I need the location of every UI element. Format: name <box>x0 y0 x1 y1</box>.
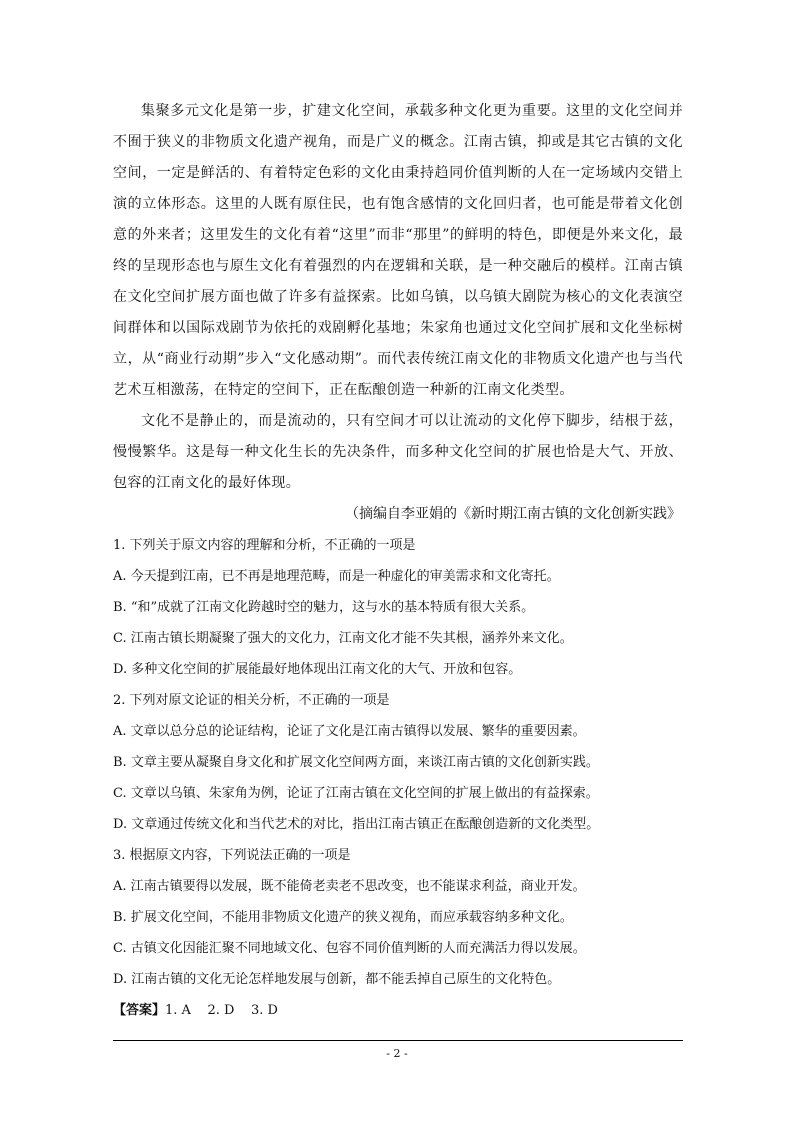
question-option: D. 江南古镇的文化无论怎样地发展与创新，都不能丢掉自己原生的文化特色。 <box>113 972 561 987</box>
answer-text: 1. A 2. D 3. D <box>165 1003 278 1018</box>
passage-source: （摘编自李亚娟的《新时期江南古镇的文化创新实践》 <box>345 506 681 522</box>
question-2 <box>113 685 683 840</box>
question-option: D. 多种文化空间的扩展能最好地体现出江南文化的大气、开放和包容。 <box>113 662 522 677</box>
question-option: B. “和”成就了江南文化跨越时空的魅力，这与水的基本特质有很大关系。 <box>113 600 535 615</box>
footer-divider <box>113 1040 683 1041</box>
question-stem: 3. 根据原文内容，下列说法正确的一项是 <box>113 848 351 863</box>
document-body <box>113 96 683 1026</box>
question-3 <box>113 840 683 995</box>
passage-paragraph-2: 文化不是静止的，而是流动的，只有空间才可以让流动的文化停下脚步，结根于兹，慢慢繁华。这是每一种文化生长的先决条件，而多种文化空间的扩展也恰是大气、开放、包容的江南文化的最好体现。 <box>113 413 683 491</box>
answer-label: 【答案】 <box>113 1003 166 1018</box>
question-option: C. 文章以乌镇、朱家角为例，论证了江南古镇在文化空间的扩展上做出的有益探索。 <box>113 786 599 801</box>
question-stem: 2. 下列对原文论证的相关分析，不正确的一项是 <box>113 693 390 708</box>
question-option: B. 扩展文化空间，不能用非物质文化遗产的狭义视角，而应承载容纳多种文化。 <box>113 910 573 925</box>
question-option: A. 江南古镇要得以发展，既不能倚老卖老不思改变，也不能谋求利益，商业开发。 <box>113 879 586 894</box>
question-option: D. 文章通过传统文化和当代艺术的对比，指出江南古镇正在酝酿创造新的文化类型。 <box>113 817 600 832</box>
page-number: - 2 - <box>386 1047 408 1060</box>
question-option: A. 文章以总分总的论证结构，论证了文化是江南古镇得以发展、繁华的重要因素。 <box>113 724 586 739</box>
question-stem: 1. 下列关于原文内容的理解和分析，不正确的一项是 <box>113 538 416 553</box>
question-option: C. 江南古镇长期凝聚了强大的文化力，江南文化才能不失其根，涵养外来文化。 <box>113 631 573 646</box>
question-option: B. 文章主要从凝聚自身文化和扩展文化空间两方面，来谈江南古镇的文化创新实践。 <box>113 755 599 770</box>
question-option: A. 今天提到江南，已不再是地理范畴，而是一种虚化的审美需求和文化寄托。 <box>113 569 560 584</box>
answer-line <box>113 995 683 1026</box>
question-option: C. 古镇文化因能汇聚不同地域文化、包容不同价值判断的人而充满活力得以发展。 <box>113 941 586 956</box>
question-1 <box>113 530 683 685</box>
passage-paragraph-1: 集聚多元文化是第一步，扩建文化空间，承载多种文化更为重要。这里的文化空间并不囿于狭义的非物质文化遗产视角，而是广义的概念。江南古镇，抑或是其它古镇的文化空间，一定是鲜活的、有着特定色彩的文化由秉持趋同价值判断的人在一定场域内交错上演的立体形态。这里的人既有原住民，也有饱含感情的文化回归者，也可能是带着文化创意的外来者；这里发生的文化有着“这里”而非“那里”的鲜明的特色，即便是外来文化，最终的呈现形态也与原生文化有着强烈的内在逻辑和关联，是一种交融后的模样。江南古镇在文化空间扩展方面也做了许多有益探索。比如乌镇，以乌镇大剧院为核心的文化表演空间群体和以国际戏剧节为依托的戏剧孵化基地；朱家角也通过文化空间扩展和文化坐标树立，从“商业行动期”步入“文化感动期”。而代表传统江南文化的非物质文化遗产也与当代艺术互相激荡，在特定的空间下，正在酝酿创造一种新的江南文化类型。 <box>113 103 683 398</box>
